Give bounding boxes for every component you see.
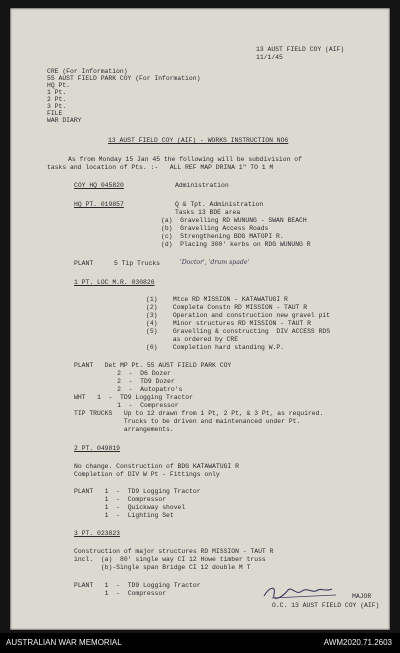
pt1-label: 1 PT. LOC M.R. 030826 — [74, 279, 155, 286]
intro-line: As from Monday 15 Jan 45 the following will be subdivision of — [68, 156, 302, 163]
signature-image — [262, 582, 346, 602]
dist-item: 1 Pt. — [47, 89, 67, 96]
coy-hq-label: COY HQ 045820 — [74, 182, 124, 189]
pt1-plant-line: WHT 1 - TD9 Logging Tractor — [74, 394, 193, 401]
dist-item: 2 Pt. — [47, 96, 67, 103]
hq-task: (d) Placing 300' kerbs on RDG WUNUNG R — [161, 241, 311, 248]
dist-item: FILE — [47, 110, 63, 117]
dist-item: 3 Pt. — [47, 103, 67, 110]
pt1-task: (2) Complete Constn RD MISSION - TAUT R — [146, 304, 308, 311]
pt1-task: (6) Completion hard standing W.P. — [146, 344, 285, 351]
hq-plant-label: PLANT — [74, 260, 94, 267]
pt3-line: Construction of major structures RD MISSION - TAUT R — [74, 548, 274, 555]
pt1-task: as ordered by CRE — [146, 336, 239, 343]
pt1-plant-line: TIP TRUCKS Up to 12 drawn from 1 Pt, 2 Pt, & 3 Pt, as required. — [74, 410, 324, 417]
hq-task: Tasks 13 BDE area — [175, 209, 241, 216]
handwritten-note: 'Doctor', 'drum spade' — [180, 259, 250, 266]
dist-item: CRE (For Information) — [47, 68, 128, 75]
dist-item: 55 AUST FIELD PARK COY (For Information) — [47, 75, 201, 82]
document-page — [10, 8, 390, 630]
hq-task: (c) Strengthening BDG MATOPI R. — [161, 233, 284, 240]
coy-hq-task: Administration — [175, 182, 229, 189]
intro-line: tasks and location of Pts. :- ALL REF MAP DRINA 1" TO 1 M — [47, 164, 274, 171]
footer-accession: AWM2020.71.2603 — [323, 638, 392, 647]
document-title: 13 AUST FIELD COY (AIF) - WORKS INSTRUCTION NO6 — [108, 137, 289, 144]
hq-plant-text: 5 Tip Trucks — [114, 260, 161, 267]
hq-task: (b) Gravelling Access Roads — [161, 225, 269, 232]
signature-rank: MAJOR — [352, 593, 372, 600]
hq-pt-label: HQ PT. 019857 — [74, 201, 124, 208]
pt2-plant-line: 1 - Compressor — [74, 496, 167, 503]
pt2-line: Completion of DIV W Pt - Fittings only — [74, 471, 220, 478]
pt3-line: incl. (a) 80' single way CI 12 Howe timber truss — [74, 556, 266, 563]
pt1-plant-line: arrangements. — [74, 426, 174, 433]
dist-item: HQ Pt. — [47, 82, 71, 89]
pt3-plant-line: 1 - Compressor — [74, 590, 167, 597]
pt1-task: (4) Minor structures RD MISSION - TAUT R — [146, 320, 311, 327]
pt3-plant-line: PLANT 1 - TD9 Logging Tractor — [74, 582, 201, 589]
pt3-label: 3 PT. 023823 — [74, 530, 121, 537]
pt2-label: 2 PT. 049819 — [74, 445, 121, 452]
hq-task: Q & Tpt. Administration — [175, 201, 264, 208]
signature-line: O.C. 13 AUST FIELD COY (AIF) — [272, 602, 380, 609]
header-date: 11/1/45 — [256, 54, 283, 61]
pt1-plant-line: PLANT Det MP Pt. 55 AUST FIELD PARK COY — [74, 362, 232, 369]
pt2-plant-line: 1 - Quickway shovel — [74, 504, 186, 511]
pt2-plant-line: 1 - Lighting Set — [74, 512, 174, 519]
pt1-task: (3) Operation and construction new gravel pit — [146, 312, 331, 319]
footer-bar — [0, 633, 400, 653]
dist-item: WAR DIARY — [47, 117, 82, 124]
pt2-plant-line: PLANT 1 - TD9 Logging Tractor — [74, 488, 201, 495]
pt1-plant-line: Trucks to be driven and maintenanced under Pt. — [74, 418, 301, 425]
pt1-plant-line: 2 - D6 Dozer — [98, 370, 171, 377]
header-unit: 13 AUST FIELD COY (AIF) — [256, 46, 345, 53]
pt3-line: (b)-Single span Bridge CI 12 double M T — [74, 564, 251, 571]
pt2-line: No change. Construction of BDG KATAWATUGI R — [74, 463, 239, 470]
pt1-task: (1) Mtce RD MISSION - KATAWATUGI R — [146, 296, 288, 303]
pt1-plant-line: 2 - TD9 Dozer — [98, 378, 175, 385]
footer-source: AUSTRALIAN WAR MEMORIAL — [6, 638, 122, 647]
pt1-plant-line: 2 - Autopatro's — [98, 386, 183, 393]
pt1-plant-line: 1 - Compressor — [98, 402, 179, 409]
pt1-task: (5) Gravelling & constructing DIV ACCESS RDS — [146, 328, 331, 335]
hq-task: (a) Gravelling RD WUNUNG - SWAN BEACH — [161, 217, 307, 224]
